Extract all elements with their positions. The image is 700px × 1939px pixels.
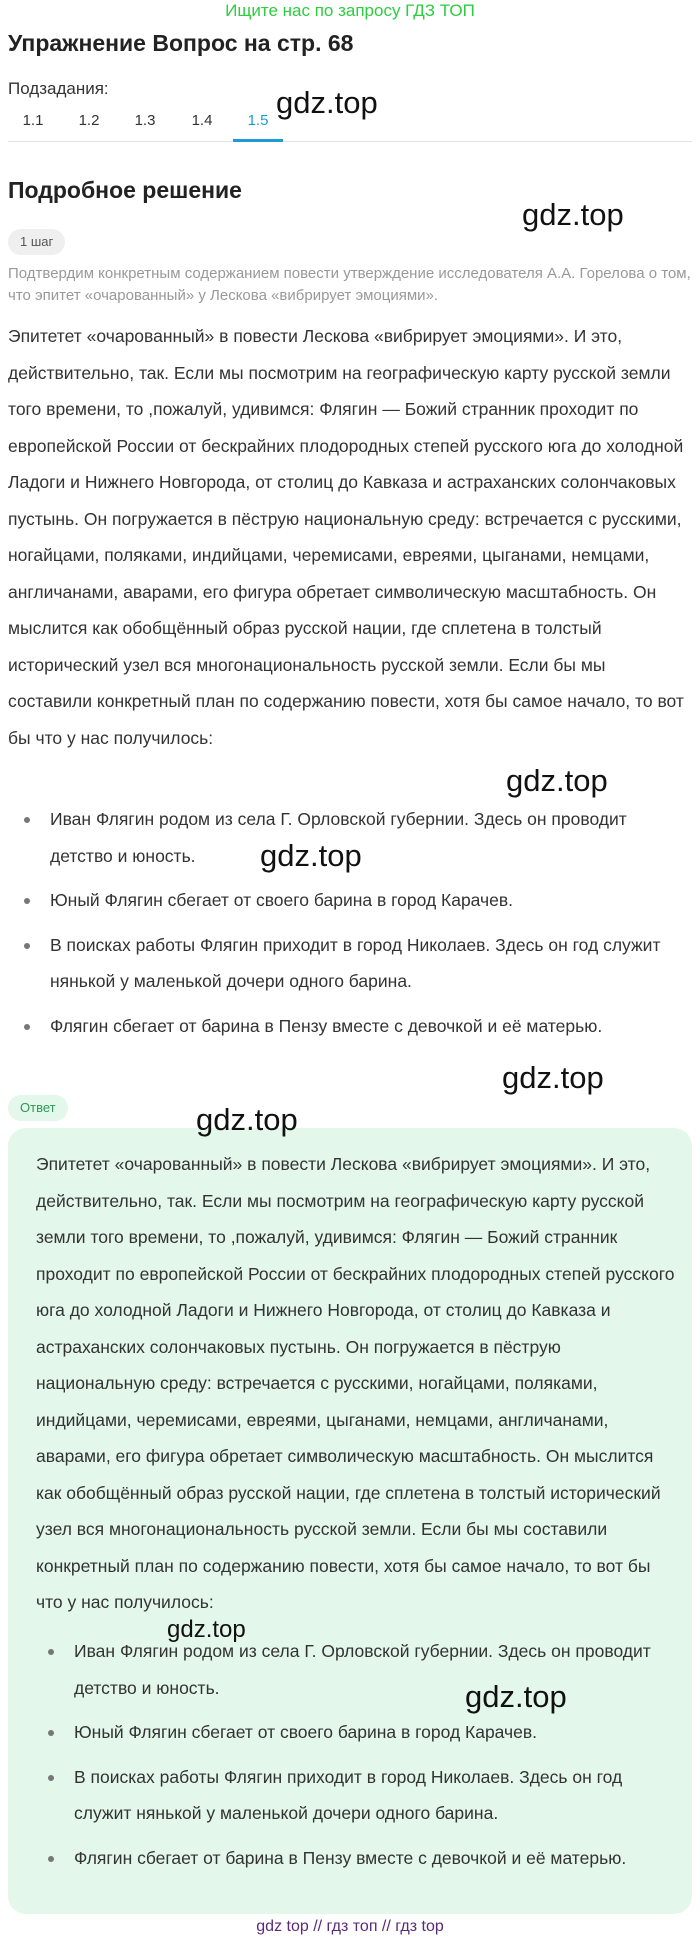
answer-box — [8, 1128, 692, 1914]
solution-title: Подробное решение — [8, 177, 242, 203]
tab-1-3[interactable]: 1.3 — [134, 112, 156, 129]
footer-links: gdz top // гдз топ // гдз top — [256, 1918, 444, 1935]
list-item: Флягин сбегает от барина в Пензу вместе с девочкой и её матерью. — [32, 1840, 678, 1877]
task-hint: Подтвердим конкретным содержанием повести утверждение исследователя А.А. Горелова о том, что эпитет «очарованный» у Лескова «вибрирует эмоциями». — [8, 265, 691, 304]
tab-1-4[interactable]: 1.4 — [191, 112, 213, 129]
search-hint-banner: Ищите нас по запросу ГДЗ ТОП — [225, 1, 475, 20]
list-item: Иван Флягин родом из села Г. Орловской губернии. Здесь он проводит детство и юность. — [32, 1633, 678, 1706]
watermark: gdz.top — [502, 1060, 604, 1095]
list-item: В поисках работы Флягин приходит в город Николаев. Здесь он год служит нянькой у маленькой дочери одного барина. — [8, 927, 692, 1000]
page-title: Упражнение Вопрос на стр. 68 — [8, 30, 354, 56]
tab-1-2[interactable]: 1.2 — [78, 112, 100, 129]
step-badge: 1 шаг — [8, 229, 65, 255]
watermark: gdz.top — [506, 763, 608, 798]
list-item: В поисках работы Флягин приходит в город Николаев. Здесь он год служит нянькой у маленькой дочери одного барина. — [32, 1759, 678, 1832]
list-item: Флягин сбегает от барина в Пензу вместе с девочкой и её матерью. — [8, 1008, 692, 1045]
list-item: Юный Флягин сбегает от своего барина в город Карачев. — [32, 1714, 678, 1751]
watermark: gdz.top — [196, 1102, 298, 1137]
solution-text: Эпитетет «очарованный» в повести Лескова «вибрирует эмоциями». И это, действительно, так. Если мы посмотрим на географическую карту русской земли того времени, то ,пожалуй, удивимся: Флягин — Божий странник проходит по европейской России от бескрайних плодородных степей русского юга до холодной Ладоги и Нижнего Новгорода, от столиц до Кавказа и астраханских солончаковых пустынь. Он погружается в пёструю национальную среду: встречается с русскими, ногайцами, поляками, индийцами, черемисами, евреями, цыганами, немцами, англичанами, аварами, его фигура обретает символическую масштабность. Он мыслится как обобщённый образ русской нации, где сплетена в толстый исторический узел вся многонациональность русской земли. Если бы мы составили конкретный план по содержанию повести, хотя бы самое начало, то вот бы что у нас получилось: — [8, 326, 684, 748]
list-item: Юный Флягин сбегает от своего барина в город Карачев. — [8, 882, 692, 919]
tab-1-5[interactable]: 1.5 — [233, 104, 283, 142]
answer-badge: Ответ — [8, 1095, 68, 1121]
answer-text: Эпитетет «очарованный» в повести Лескова «вибрирует эмоциями». И это, действительно, так. Если мы посмотрим на географическую карту русской земли того времени, то ,пожалуй, удивимся: Флягин — Божий странник проходит по европейской России от бескрайних плодородных степей русского юга до холодной Ладоги и Нижнего Новгорода, от столиц до Кавказа и астраханских солончаковых пустынь. Он погружается в пёструю национальную среду: встречается с русскими, ногайцами, поляками, индийцами, черемисами, евреями, цыганами, немцами, англичанами, аварами, его фигура обретает символическую масштабность. Он мыслится как обобщённый образ русской нации, где сплетена в толстый исторический узел вся многонациональность русской земли. Если бы мы составили конкретный план по содержанию повести, хотя бы самое начало, то вот бы что у нас получилось: — [36, 1154, 675, 1612]
watermark: gdz.top — [522, 197, 624, 232]
watermark: gdz.top — [465, 1679, 567, 1714]
list-item: Иван Флягин родом из села Г. Орловской губернии. Здесь он проводит детство и юность. — [8, 801, 692, 874]
watermark: gdz.top — [260, 838, 362, 873]
answer-plan-list — [32, 1633, 678, 1884]
watermark: gdz.top — [276, 85, 378, 120]
watermark: gdz.top — [167, 1616, 246, 1643]
subtasks-label: Подзадания: — [8, 79, 109, 98]
tab-1-1[interactable]: 1.1 — [22, 112, 44, 129]
